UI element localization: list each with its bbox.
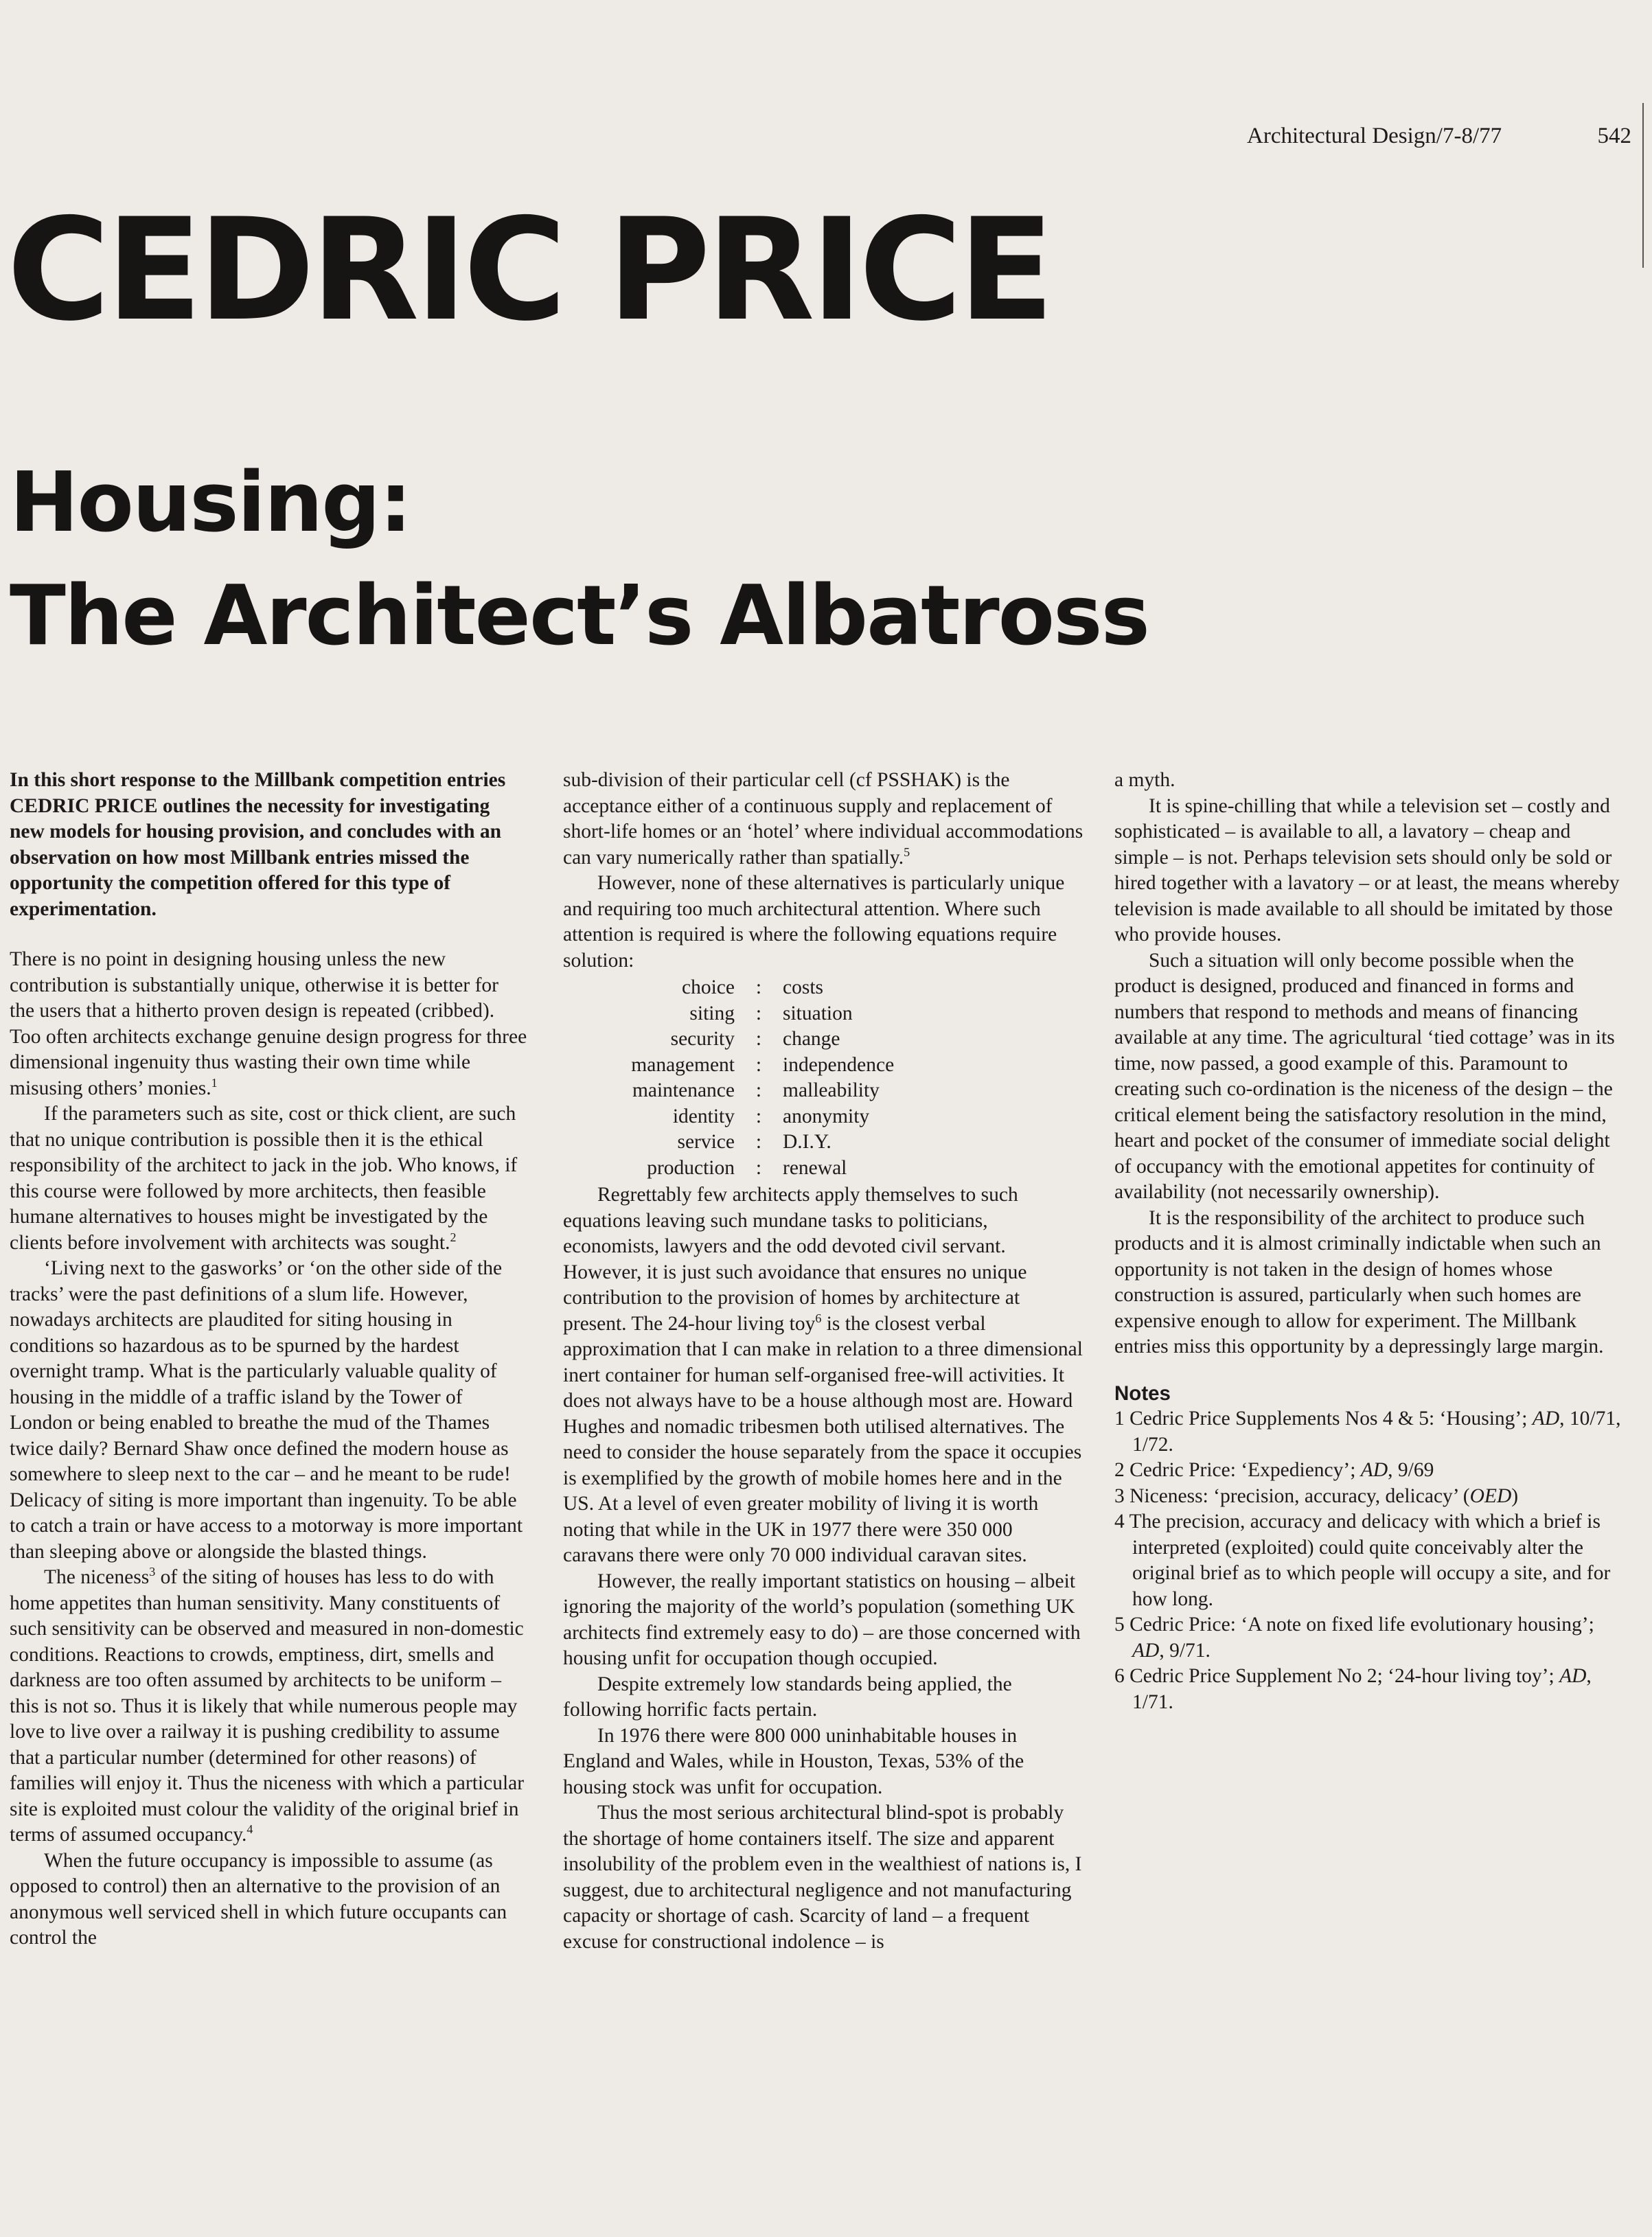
- paragraph: The niceness$^3$ of the siting of houses has less to do with home appetites than human sensitivity. Many constituents of such sensitivity can be observed and measured in non-domestic conditions. Reactions to crowds, emptiness, dirt, smells and darkness are too often assumed by architects to be uniform – this is not so. Thus it is likely that while numerous people may love to live over a railway it is pushing credibility to assume that a particular number (determined for other reasons) of families will enjoy it. Thus the niceness with which a particular site is exploited must colour the validity of the original brief in terms of assumed occupancy.$^4$: [10, 1565, 525, 1846]
- publication-info: Architectural Design/7-8/77: [1247, 124, 1502, 148]
- equation-separator: :: [755, 1053, 762, 1076]
- title-line-2: The Architect’s Albatross: [10, 569, 1149, 664]
- notes-list: [1114, 1406, 1629, 1715]
- notes-heading: Notes: [1114, 1381, 1171, 1405]
- equation-separator: :: [755, 1131, 762, 1153]
- running-header: [1247, 124, 1631, 149]
- paragraph: Despite extremely low standards being applied, the following horrific facts pertain.: [563, 1673, 1012, 1721]
- equation-row: [563, 1026, 894, 1053]
- note-item: 5 Cedric Price: ‘A note on fixed life evolutionary housing’; AD, 9/71.: [1114, 1614, 1594, 1662]
- paragraph: ‘Living next to the gasworks’ or ‘on the other side of the tracks’ were the past definitions of a slum life. However, nowadays architects are plaudited for siting housing in conditions so hazardous as to be spurned by the hardest overnight tramp. What is the particularly valuable quality of housing in the middle of a traffic island by the Tower of London or being enabled to breathe the mud of the Thames twice daily? Bernard Shaw once defined the modern house as somewhere to sleep next to the car – and he meant to be rude! Delicacy of siting is more important than ingenuity. To be able to catch a train or have access to a motorway is more important than sleeping above or alongside the blasted things.: [10, 1257, 523, 1563]
- standfirst: In this short response to the Millbank competition entries CEDRIC PRICE outlines the necessity for investigating new models for housing provision, and concludes with an observation on how most Millbank entries missed the opportunity the competition offered for this type of experimentation.: [10, 769, 506, 920]
- paragraph: It is spine-chilling that while a television set – costly and sophisticated – is available to all, a lavatory – cheap and simple – is not. Perhaps television sets should only be sold or hired together with a lavatory – or at least, the means whereby television is made available to all should be imitated by those who provide houses.: [1114, 794, 1620, 945]
- footnote-ref: 4: [246, 1822, 253, 1837]
- equation-left: management: [631, 1053, 735, 1076]
- equation-row: [563, 1001, 894, 1027]
- column-1: [10, 768, 528, 1951]
- footnote-ref: 2: [450, 1230, 457, 1244]
- equation-left: identity: [672, 1105, 735, 1127]
- equation-left: maintenance: [632, 1079, 735, 1101]
- author-name: CEDRIC PRICE: [7, 189, 1051, 352]
- equation-right: anonymity: [783, 1105, 870, 1127]
- equation-right: change: [783, 1028, 840, 1050]
- equation-right: situation: [783, 1002, 853, 1024]
- note-item: 6 Cedric Price Supplement No 2; ‘24-hour living toy’; AD, 1/71.: [1114, 1665, 1592, 1713]
- equation-row: [563, 1053, 894, 1079]
- paragraph: In 1976 there were 800 000 uninhabitable houses in England and Wales, while in Houston, Texas, 53% of the housing stock was unfit for occupation.: [563, 1724, 1024, 1798]
- title-line-1: Housing:: [10, 455, 411, 551]
- paragraph: However, the really important statistics on housing – albeit ignoring the majority of the world’s population (something UK architects find extremely easy to do) – are those concerned with housing unfit for occupation though occupied.: [563, 1570, 1081, 1669]
- note-item: 2 Cedric Price: ‘Expediency’; AD, 9/69: [1114, 1459, 1434, 1481]
- column-3: [1114, 768, 1629, 1715]
- footnote-ref: 3: [149, 1565, 156, 1579]
- paragraph: Regrettably few architects apply themselves to such equations leaving such mundane tasks to politicians, economists, lawyers and the odd devoted civil servant. However, it is just such avoidance that ensures no unique contribution to the provision of homes by architecture at present. The 24-hour living toy$^6$ is the closest verbal approximation that I can make in relation to a three dimensional inert container for human self-organised free-will activities. It does not always have to be a house although most are. Howard Hughes and nomadic tribesmen both utilised alternatives. The need to consider the house separately from the space it occupies is exemplified by the growth of mobile homes here and in the US. At a level of even greater mobility of living it is worth noting that while in the UK in 1977 there were 350 000 caravans there were only 70 000 individual caravan sites.: [563, 1184, 1083, 1566]
- paragraph: a myth.: [1114, 769, 1175, 791]
- note-item: 4 The precision, accuracy and delicacy with which a brief is interpreted (exploited) could quite conceivably alter the original brief as to which people will occupy a site, and for how long.: [1114, 1511, 1611, 1610]
- equation-left: security: [670, 1028, 735, 1050]
- equation-left: siting: [689, 1002, 735, 1024]
- equation-separator: :: [755, 1156, 762, 1179]
- paragraph: However, none of these alternatives is particularly unique and requiring too much architectural attention. Where such attention is required is where the following equations require solution:: [563, 872, 1065, 972]
- paragraph: There is no point in designing housing unless the new contribution is substantially unique, otherwise it is better for the users that a hitherto proven design is repeated (cribbed). Too often architects exchange genuine design progress for three dimensional ingenuity thus wasting their own time while misusing others’ monies.$^1$: [10, 948, 527, 1099]
- equation-right: D.I.Y.: [783, 1131, 831, 1153]
- paragraph: If the parameters such as site, cost or thick client, are such that no unique contribution is possible then it is the ethical responsibility of the architect to jack in the job. Who knows, if this course were followed by more architects, then feasible humane alternatives to houses might be investigated by the clients before involvement with architects was sought.$^2$: [10, 1103, 518, 1254]
- equation-row: [563, 975, 894, 1001]
- article-title: [10, 446, 1149, 673]
- note-item: 3 Niceness: ‘precision, accuracy, delicacy’ (OED): [1114, 1484, 1519, 1507]
- paragraph: sub-division of their particular cell (cf PSSHAK) is the acceptance either of a continuous supply and replacement of short-life homes or an ‘hotel’ where individual accommodations can vary numerically rather than spatially.$^5$: [563, 769, 1083, 869]
- equation-separator: :: [755, 976, 762, 998]
- equation-left: production: [647, 1156, 735, 1179]
- paragraph: Such a situation will only become possible when the product is designed, produced and financed in forms and numbers that respond to methods and means of financing available at any time. The agricultural ‘tied cottage’ was in its time, now passed, a good example of this. Paramount to creating such co-ordination is the niceness of the design – the critical element being the satisfactory resolution in the mind, heart and pocket of the consumer of immediate social delight of occupancy with the emotional appetites for continuity of availability (not necessarily ownership).: [1114, 949, 1615, 1203]
- footnote-ref: 5: [904, 845, 910, 859]
- equation-separator: :: [755, 1002, 762, 1024]
- margin-rule: [1642, 103, 1644, 268]
- paragraph: When the future occupancy is impossible to assume (as opposed to control) then an alternative to the provision of an anonymous well serviced shell in which future occupants can control the: [10, 1849, 507, 1949]
- equation-right: costs: [783, 976, 823, 998]
- equation-left: service: [677, 1131, 735, 1153]
- equation-separator: :: [755, 1028, 762, 1050]
- page-number: 542: [1597, 124, 1631, 148]
- equation-left: choice: [682, 976, 735, 998]
- equation-right: malleability: [783, 1079, 880, 1101]
- equation-separator: :: [755, 1105, 762, 1127]
- equation-separator: :: [755, 1079, 762, 1101]
- equation-row: [563, 1078, 894, 1104]
- footnote-ref: 6: [815, 1311, 822, 1325]
- paragraph: It is the responsibility of the architect to produce such products and it is almost criminally indictable when such an opportunity is not taken in the design of homes whose construction is assured, particularly when such homes are expensive enough to allow for experiment. The Millbank entries miss this opportunity by a depressingly large margin.: [1114, 1206, 1604, 1357]
- equation-right: renewal: [783, 1156, 847, 1179]
- equations-table: [563, 975, 894, 1181]
- equation-row: [563, 1156, 894, 1182]
- equation-row: [563, 1129, 894, 1156]
- note-item: 1 Cedric Price Supplements Nos 4 & 5: ‘Housing’; AD, 10/71, 1/72.: [1114, 1408, 1621, 1456]
- column-2: [563, 768, 1085, 1955]
- footnote-ref: 1: [211, 1075, 218, 1090]
- equation-row: [563, 1104, 894, 1130]
- equation-right: independence: [783, 1053, 895, 1076]
- paragraph: Thus the most serious architectural blind-spot is probably the shortage of home containers itself. The size and apparent insolubility of the problem even in the wealthiest of nations is, I suggest, due to architectural negligence and not manufacturing capacity or shortage of cash. Scarcity of land – a frequent excuse for constructional indolence – is: [563, 1802, 1082, 1953]
